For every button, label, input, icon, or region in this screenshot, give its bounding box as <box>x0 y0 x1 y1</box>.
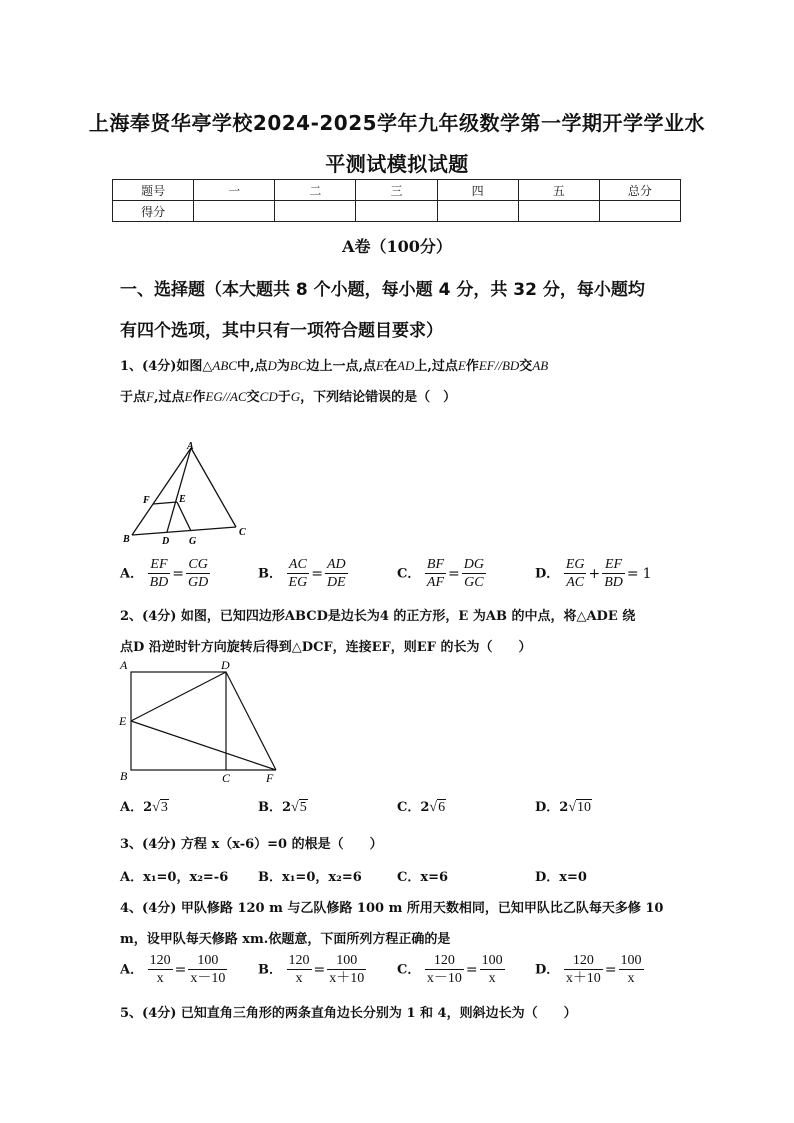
numerator: 120 <box>425 952 464 970</box>
fraction <box>287 952 312 988</box>
fraction <box>564 556 587 592</box>
numerator: BF <box>426 557 444 572</box>
denominator: x＋10 <box>565 971 601 986</box>
q5-stem: 5、(4分) 已知直角三角形的两条直角边长分别为 1 和 4，则斜边长为（ ） <box>120 1006 577 1021</box>
q3-option-c[interactable]: C．x=6 <box>397 870 449 885</box>
q3-option-a[interactable]: A．x₁=0，x₂=-6 <box>120 870 229 885</box>
score-entry-cell <box>518 201 599 222</box>
numerator: EG <box>565 557 585 572</box>
line-ab <box>132 448 191 535</box>
q1-option-d[interactable]: D． $\frac{EG}{AC}$ + $\frac{EF}{BD}$ = 1 <box>535 557 652 590</box>
sqrt: √5 <box>291 800 307 815</box>
option-letter: A． <box>120 800 144 815</box>
fraction <box>287 556 310 592</box>
q2-square-figure <box>116 656 286 788</box>
option-letter: C． <box>397 962 421 978</box>
q1-stem-line-1 <box>120 355 548 374</box>
radicand: 5 <box>299 800 307 815</box>
q1-text: 在 <box>384 359 398 374</box>
denominator: x－10 <box>426 971 462 986</box>
fraction <box>480 952 505 988</box>
denominator: BD <box>604 575 623 590</box>
q1-text: 于点 <box>120 390 147 405</box>
fraction <box>425 556 446 592</box>
option-letter: D． <box>535 962 560 978</box>
label-b: B <box>120 769 128 783</box>
q4-stem-line-1: 4、(4分) 甲队修路 120 m 与乙队修路 100 m 所用天数相同，已知甲队比乙队每天多修 10 <box>120 901 664 916</box>
coef: 2 <box>143 800 153 815</box>
q1-text: 交 <box>246 390 260 405</box>
fraction <box>148 556 171 592</box>
option-letter: B． <box>258 962 282 978</box>
option-letter: A． <box>120 962 144 978</box>
option-letter: C． <box>397 566 421 582</box>
option-letter: D． <box>535 566 560 582</box>
q1-math: ABC <box>212 358 237 373</box>
denominator: AC <box>566 575 585 590</box>
q2-stem-line-2: 点D 沿逆时针方向旋转后得到△DCF，连接EF，则EF 的长为（ ） <box>120 640 532 655</box>
option-letter: B． <box>258 566 282 582</box>
q1-math: F <box>146 389 154 404</box>
option-letter: D． <box>535 800 560 815</box>
q1-text: 于 <box>277 390 291 405</box>
label-g: G <box>189 536 197 547</box>
line-bc <box>132 527 236 535</box>
denominator: DE <box>326 575 346 590</box>
q1-math: E <box>376 358 384 373</box>
q3-stem: 3、(4分) 方程 x（x-6）=0 的根是（ ） <box>120 837 383 852</box>
score-cell: 三 <box>356 180 437 201</box>
label-b: B <box>123 534 130 545</box>
numerator: 100 <box>188 952 227 970</box>
sqrt: √10 <box>568 800 592 815</box>
score-entry-cell <box>437 201 518 222</box>
fraction <box>462 556 486 592</box>
q1-math: AD <box>397 358 415 373</box>
score-entry-cell <box>599 201 680 222</box>
radicand: 3 <box>160 800 168 815</box>
section-heading-line-2: 有四个选项，其中只有一项符合题目要求） <box>120 321 443 341</box>
denominator: BD <box>149 575 169 590</box>
q1-text: ，下列结论错误的是（ ） <box>300 390 457 405</box>
denominator: x <box>156 971 164 986</box>
fraction <box>188 952 227 988</box>
q1-text: 作 <box>192 390 206 405</box>
q1-text: 中,点 <box>236 359 268 374</box>
fraction <box>148 952 173 988</box>
q1-math: BC <box>289 358 307 373</box>
q1-option-c[interactable]: C． $\frac{BF}{AF}$ = $\frac{DG}{GC}$ <box>397 557 484 590</box>
q1-math: E <box>457 358 466 373</box>
numerator: AD <box>326 557 346 572</box>
q1-math: CD <box>259 389 278 404</box>
q2-option-d[interactable] <box>535 796 592 816</box>
numerator: 100 <box>481 953 503 968</box>
numerator: DG <box>463 557 484 572</box>
numerator: 120 <box>149 953 171 968</box>
denominator: x <box>488 971 496 986</box>
q2-option-b[interactable] <box>258 796 308 816</box>
fraction <box>327 952 366 988</box>
q1-text: ,过点 <box>153 390 185 405</box>
coef: 2 <box>282 800 292 815</box>
line-ef <box>153 502 177 504</box>
denominator: x <box>295 971 303 986</box>
numerator: 100 <box>327 952 366 970</box>
denominator: AF <box>426 575 444 590</box>
fraction <box>602 556 625 592</box>
q1-math: AB <box>532 358 549 373</box>
label-a: A <box>120 658 128 672</box>
score-entry-cell <box>356 201 437 222</box>
option-letter: C． <box>397 800 421 815</box>
option-rhs: 1 <box>642 566 652 582</box>
numerator: 120 <box>564 952 603 970</box>
coef: 2 <box>420 800 430 815</box>
q2-option-c[interactable] <box>397 796 446 816</box>
q4-stem-line-2: m，设甲队每天修路 xm.依题意，下面所列方程正确的是 <box>120 932 451 947</box>
score-table <box>112 179 681 222</box>
numerator: EF <box>148 556 171 574</box>
fraction <box>425 952 464 988</box>
numerator: CG <box>186 556 210 574</box>
score-table-header-row <box>113 180 681 201</box>
score-cell: 题号 <box>113 180 194 201</box>
q1-math: D <box>267 358 277 373</box>
fraction <box>325 556 348 592</box>
q4-option-b[interactable]: B． $\frac{120}{x}$ = $\frac{100}{x+10}$ <box>258 953 365 986</box>
label-d: D <box>162 536 170 547</box>
line-ad <box>167 448 191 532</box>
score-cell: 得分 <box>113 201 194 222</box>
sqrt: √3 <box>152 800 168 815</box>
denominator: GD <box>188 575 209 590</box>
q1-text: 作 <box>465 359 479 374</box>
score-table-score-row <box>113 201 681 222</box>
title-line-2: 平测试模拟试题 <box>325 152 469 176</box>
q2-stem-line-1: 2、(4分) 如图，已知四边形ABCD是边长为4 的正方形，E 为AB 的中点，将△ADE 绕 <box>120 609 636 624</box>
sqrt: √6 <box>429 800 446 815</box>
label-c: C <box>239 527 246 538</box>
q1-triangle-figure <box>118 438 258 550</box>
section-heading-line-1: 一、选择题（本大题共 8 个小题，每小题 4 分，共 32 分，每小题均 <box>120 280 645 300</box>
fraction <box>564 952 603 988</box>
label-f: F <box>266 771 274 785</box>
square-abcd <box>131 672 226 770</box>
radicand: 6 <box>438 800 446 815</box>
q1-math: EG//AC <box>205 389 247 404</box>
numerator: 120 <box>288 953 310 968</box>
q1-text: 边上一点,点 <box>306 359 377 374</box>
q1-option-b[interactable]: B． $\frac{AC}{EG}$ = $\frac{AD}{DE}$ <box>258 557 346 590</box>
score-entry-cell <box>194 201 275 222</box>
label-a: A <box>187 441 194 452</box>
denominator: x <box>627 971 635 986</box>
score-cell: 二 <box>275 180 356 201</box>
score-cell: 四 <box>437 180 518 201</box>
label-d: D <box>221 658 230 672</box>
line-eg <box>177 502 191 531</box>
option-letter: B． <box>258 800 282 815</box>
q1-text: 交 <box>519 359 533 374</box>
title-line-1: 上海奉贤华亭学校2024-2025学年九年级数学第一学期开学学业水 <box>88 111 706 135</box>
q4-option-c[interactable]: C． $\frac{120}{x-10}$ = $\frac{100}{x}$ <box>397 953 503 986</box>
score-cell: 总分 <box>599 180 680 201</box>
q3-option-b[interactable]: B．x₁=0，x₂=6 <box>258 870 362 885</box>
denominator: GC <box>464 575 484 590</box>
numerator: AC <box>287 556 310 574</box>
q1-math: E <box>184 389 193 404</box>
numerator: EF <box>602 556 625 574</box>
q4-option-d[interactable]: D． $\frac{120}{x+10}$ = $\frac{100}{x}$ <box>535 953 642 986</box>
fraction <box>619 952 644 988</box>
volume-label: A卷（100分） <box>342 237 452 256</box>
radicand: 10 <box>577 800 592 815</box>
denominator: x－10 <box>190 971 226 986</box>
q1-math: G <box>290 389 301 404</box>
fraction <box>186 556 210 592</box>
denominator: EG <box>288 575 308 590</box>
q1-text: 上,过点 <box>414 359 458 374</box>
q3-option-d[interactable]: D．x=0 <box>535 870 587 885</box>
score-cell: 五 <box>518 180 599 201</box>
denominator: x＋10 <box>329 971 365 986</box>
q4-option-a[interactable]: A． $\frac{120}{x}$ = $\frac{100}{x-10}$ <box>120 953 226 986</box>
label-c: C <box>222 771 231 785</box>
q1-math: EF//BD <box>478 358 520 373</box>
q2-option-a[interactable] <box>120 796 169 816</box>
q1-text: 1、(4分)如图△ <box>120 359 213 374</box>
label-e: E <box>179 494 186 505</box>
line-ac <box>191 448 236 527</box>
coef: 2 <box>559 800 569 815</box>
label-e: E <box>119 714 127 728</box>
line-ed <box>131 672 226 721</box>
numerator: 100 <box>620 953 642 968</box>
q1-text: 为 <box>276 359 290 374</box>
score-cell: 一 <box>194 180 275 201</box>
score-entry-cell <box>275 201 356 222</box>
q1-stem-line-2 <box>120 386 456 405</box>
q1-option-a[interactable]: A． $\frac{EF}{BD}$ = $\frac{CG}{GD}$ <box>120 557 209 590</box>
label-f: F <box>143 495 150 506</box>
option-letter: A． <box>120 566 144 582</box>
